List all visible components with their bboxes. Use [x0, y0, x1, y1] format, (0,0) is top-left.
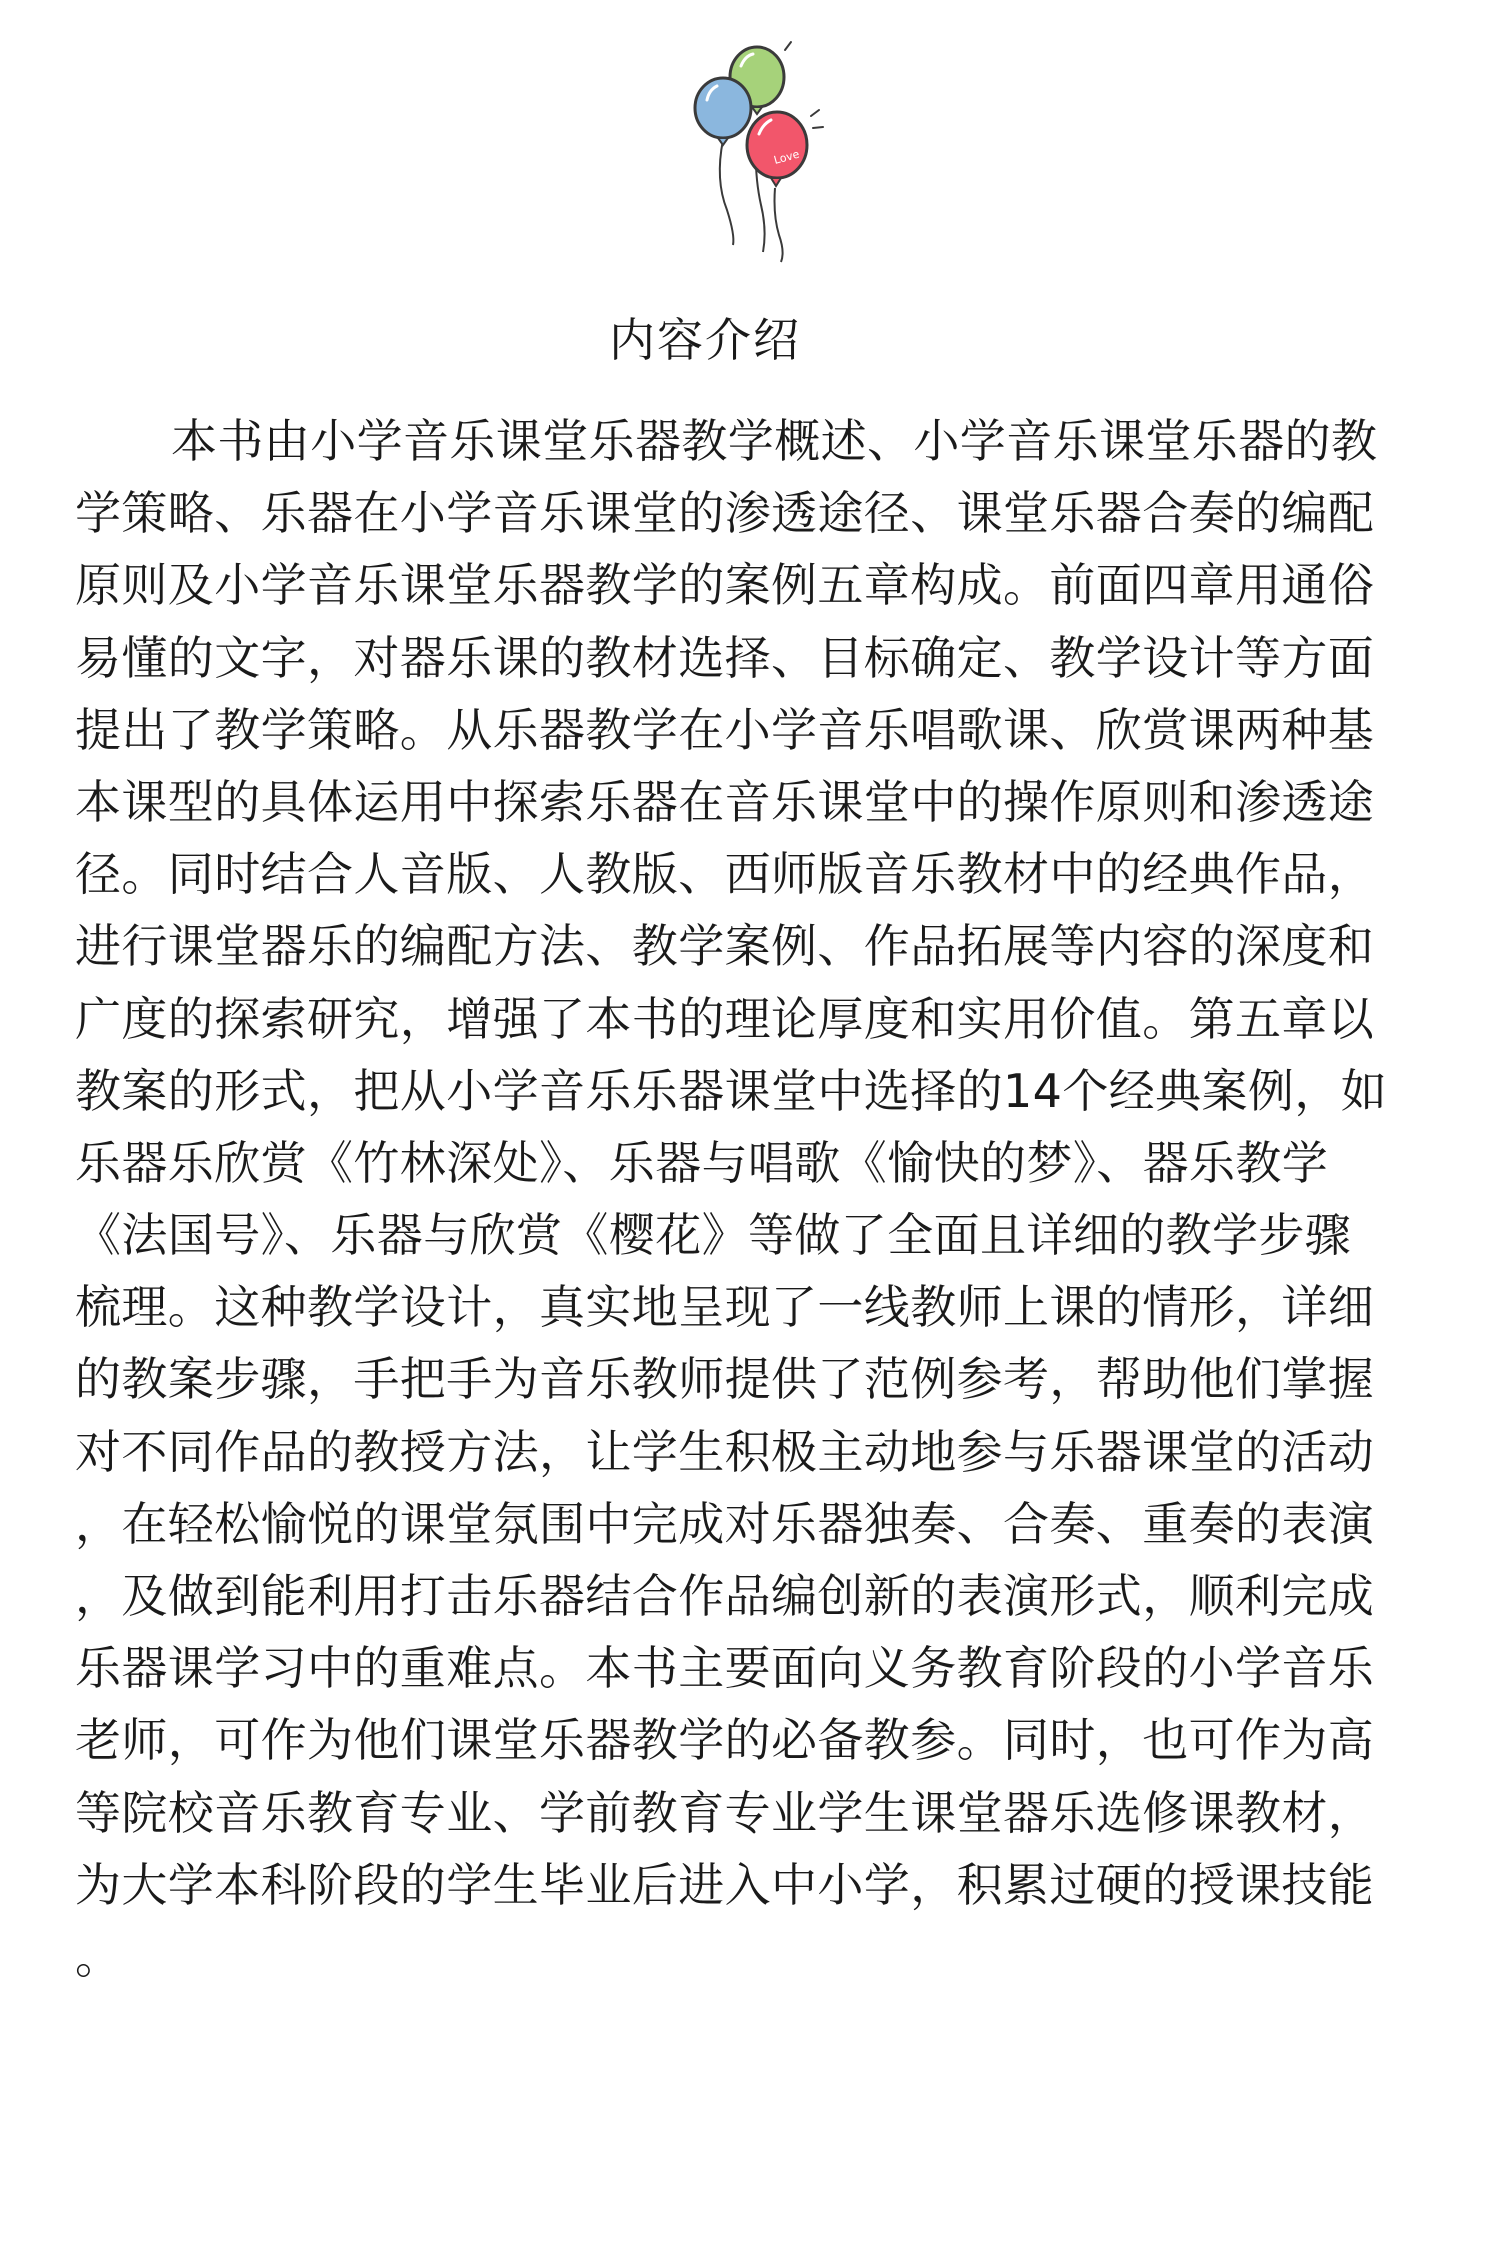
body-line: 老师，可作为他们课堂乐器教学的必备教参。同时，也可作为高: [75, 1713, 1375, 1768]
body-line: 广度的探索研究，增强了本书的理论厚度和实用价值。第五章以: [75, 991, 1375, 1046]
body-line: 对不同作品的教授方法，让学生积极主动地参与乐器课堂的活动: [75, 1424, 1375, 1479]
body-line: 梳理。这种教学设计，真实地呈现了一线教师上课的情形，详细: [75, 1280, 1375, 1335]
body-line: 教案的形式，把从小学音乐乐器课堂中选择的14个经典案例，如: [75, 1063, 1388, 1118]
page-title: 内容介绍: [609, 313, 801, 367]
body-line: ，在轻松愉悦的课堂氛围中完成对乐器独奏、合奏、重奏的表演: [75, 1496, 1375, 1551]
intro-body: [75, 405, 1435, 1993]
body-line: 提出了教学策略。从乐器教学在小学音乐唱歌课、欣赏课两种基: [75, 702, 1375, 757]
body-line: 本课型的具体运用中探索乐器在音乐课堂中的操作原则和渗透途: [75, 774, 1375, 829]
body-line: 本书由小学音乐课堂乐器教学概述、小学音乐课堂乐器的教: [171, 414, 1378, 468]
balloons-icon: [675, 30, 835, 270]
body-line: 乐器乐欣赏《竹林深处》、乐器与唱歌《愉快的梦》、器乐教学: [75, 1135, 1329, 1190]
body-line: 《法国号》、乐器与欣赏《樱花》等做了全面且详细的教学步骤: [75, 1208, 1352, 1263]
body-line: 进行课堂器乐的编配方法、教学案例、作品拓展等内容的深度和: [75, 919, 1375, 974]
body-line: 易懂的文字，对器乐课的教材选择、目标确定、教学设计等方面: [75, 630, 1375, 685]
body-line: 为大学本科阶段的学生毕业后进入中小学，积累过硬的授课技能: [75, 1857, 1375, 1912]
body-line: 的教案步骤，手把手为音乐教师提供了范例参考，帮助他们掌握: [75, 1352, 1375, 1407]
body-line: ，及做到能利用打击乐器结合作品编创新的表演形式，顺利完成: [75, 1569, 1375, 1623]
body-line: 学策略、乐器在小学音乐课堂的渗透途径、课堂乐器合奏的编配: [75, 486, 1375, 541]
balloon-love-label: Love: [772, 147, 801, 167]
body-line: 。: [75, 1929, 122, 1984]
body-line: 原则及小学音乐课堂乐器教学的案例五章构成。前面四章用通俗: [75, 558, 1375, 613]
body-line: 径。同时结合人音版、人教版、西师版音乐教材中的经典作品，: [75, 847, 1375, 902]
body-line: 等院校音乐教育专业、学前教育专业学生课堂器乐选修课教材，: [75, 1785, 1375, 1840]
body-line: 乐器课学习中的重难点。本书主要面向义务教育阶段的小学音乐: [75, 1641, 1375, 1696]
